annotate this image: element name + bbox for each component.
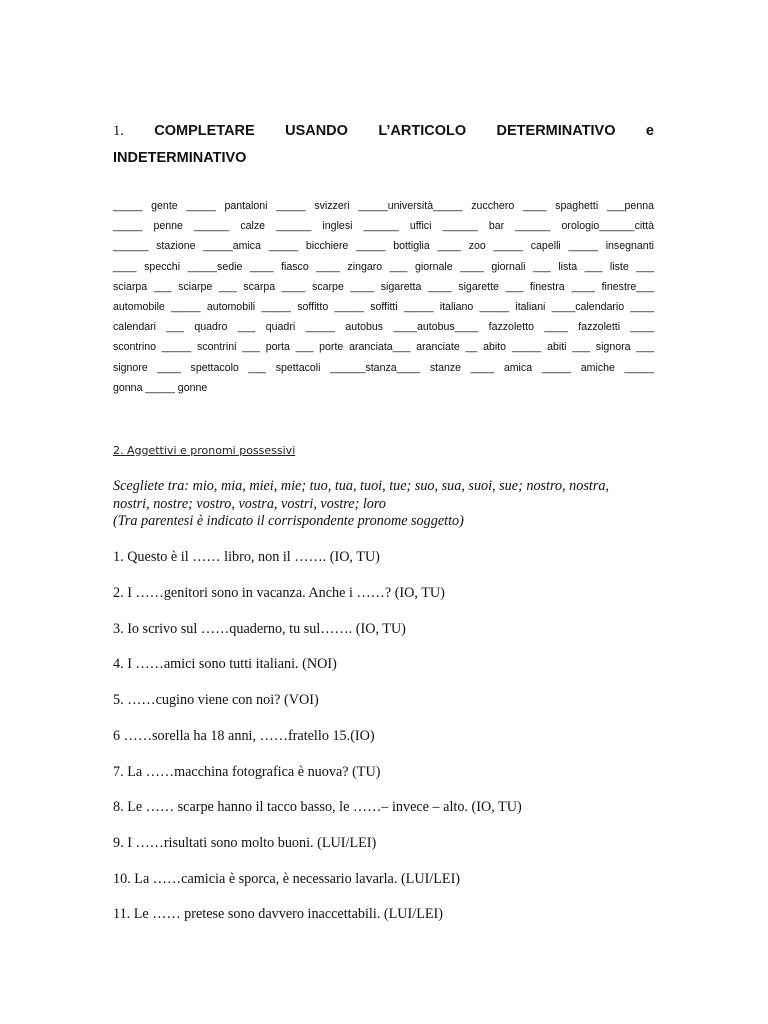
section1-number: 1. <box>113 123 124 139</box>
exercise-line: _____ penne ______ calze ______ inglesi ______ uffici ______ bar ______ orologio______città <box>113 220 654 233</box>
exercise-item: 10. La ……camicia è sporca, è necessario lavarla. (LUI/LEI) <box>113 871 461 887</box>
exercise-line: scontrino _____ scontrini ___ porta ___ porte aranciata___ aranciate __ abito _____ abiti ___ signora ___ <box>113 341 654 354</box>
exercise-line: signore ____ spettacolo ___ spettacoli ______stanza____ stanze ____ amica _____ amiche _____ <box>113 361 654 374</box>
heading-word: L’ARTICOLO <box>378 123 467 139</box>
exercise-item: 9. I ……risultati sono molto buoni. (LUI/LEI) <box>113 835 377 851</box>
section1-heading-line1 <box>113 118 654 145</box>
exercise-item: 6 ……sorella ha 18 anni, ……fratello 15.(IO) <box>113 728 375 744</box>
section1-heading <box>113 118 654 172</box>
heading-word: COMPLETARE <box>154 123 255 139</box>
exercise-item: 11. Le …… pretese sono davvero inaccettabili. (LUI/LEI) <box>113 906 443 922</box>
exercise-item: 3. Io scrivo sul ……quaderno, tu sul……. (IO, TU) <box>113 621 406 637</box>
section1-heading-line2: INDETERMINATIVO <box>113 150 247 166</box>
exercise-item: 8. Le …… scarpe hanno il tacco basso, le ……– invece – alto. (IO, TU) <box>113 799 522 815</box>
exercise-line: automobile _____ automobili _____ soffitto _____ soffitti _____ italiano _____ italiani ____calendario ____ <box>113 301 654 314</box>
exercise-line: sciarpa ___ sciarpe ___ scarpa ____ scarpe ____ sigaretta ____ sigarette ___ finestra ____ finestre___ <box>113 280 654 293</box>
section2-heading: 2. Aggettivi e pronomi possessivi <box>113 444 296 457</box>
exercise-line: calendari ___ quadro ___ quadri _____ autobus ____autobus____ fazzoletto ____ fazzoletti ____ <box>113 321 654 334</box>
instruction-line: nostri, nostre; vostro, vostra, vostri, vostre; loro <box>113 495 386 512</box>
section2-instructions <box>113 478 658 531</box>
instruction-line: Scegliete tra: mio, mia, miei, mie; tuo, tua, tuoi, tue; suo, sua, suoi, sue; nostro, nostra, <box>113 478 609 494</box>
instruction-line: (Tra parentesi è indicato il corrispondente pronome soggetto) <box>113 513 464 529</box>
exercise-item: 7. La ……macchina fotografica è nuova? (TU) <box>113 764 381 780</box>
heading-word: USANDO <box>285 123 348 139</box>
exercise-item: 1. Questo è il …… libro, non il ……. (IO, TU) <box>113 549 380 565</box>
article-exercise-block <box>113 196 654 398</box>
exercise-item: 5. ……cugino viene con noi? (VOI) <box>113 692 319 708</box>
exercise-line: ____ specchi _____sedie ____ fiasco ____ zingaro ___ giornale ____ giornali ___ lista ___ liste ___ <box>113 260 654 273</box>
heading-word: e <box>645 123 654 139</box>
exercise-item: 4. I ……amici sono tutti italiani. (NOI) <box>113 656 337 672</box>
heading-word: DETERMINATIVO <box>496 123 616 139</box>
exercise-item: 2. I ……genitori sono in vacanza. Anche i ……? (IO, TU) <box>113 585 445 601</box>
exercise-line: gonna _____ gonne <box>113 381 208 394</box>
exercise-line: _____ gente _____ pantaloni _____ svizzeri _____università_____ zucchero ____ spaghetti ___penna <box>113 200 654 212</box>
exercise-line: ______ stazione _____amica _____ bicchiere _____ bottiglia ____ zoo _____ capelli _____ insegnanti <box>113 240 654 253</box>
